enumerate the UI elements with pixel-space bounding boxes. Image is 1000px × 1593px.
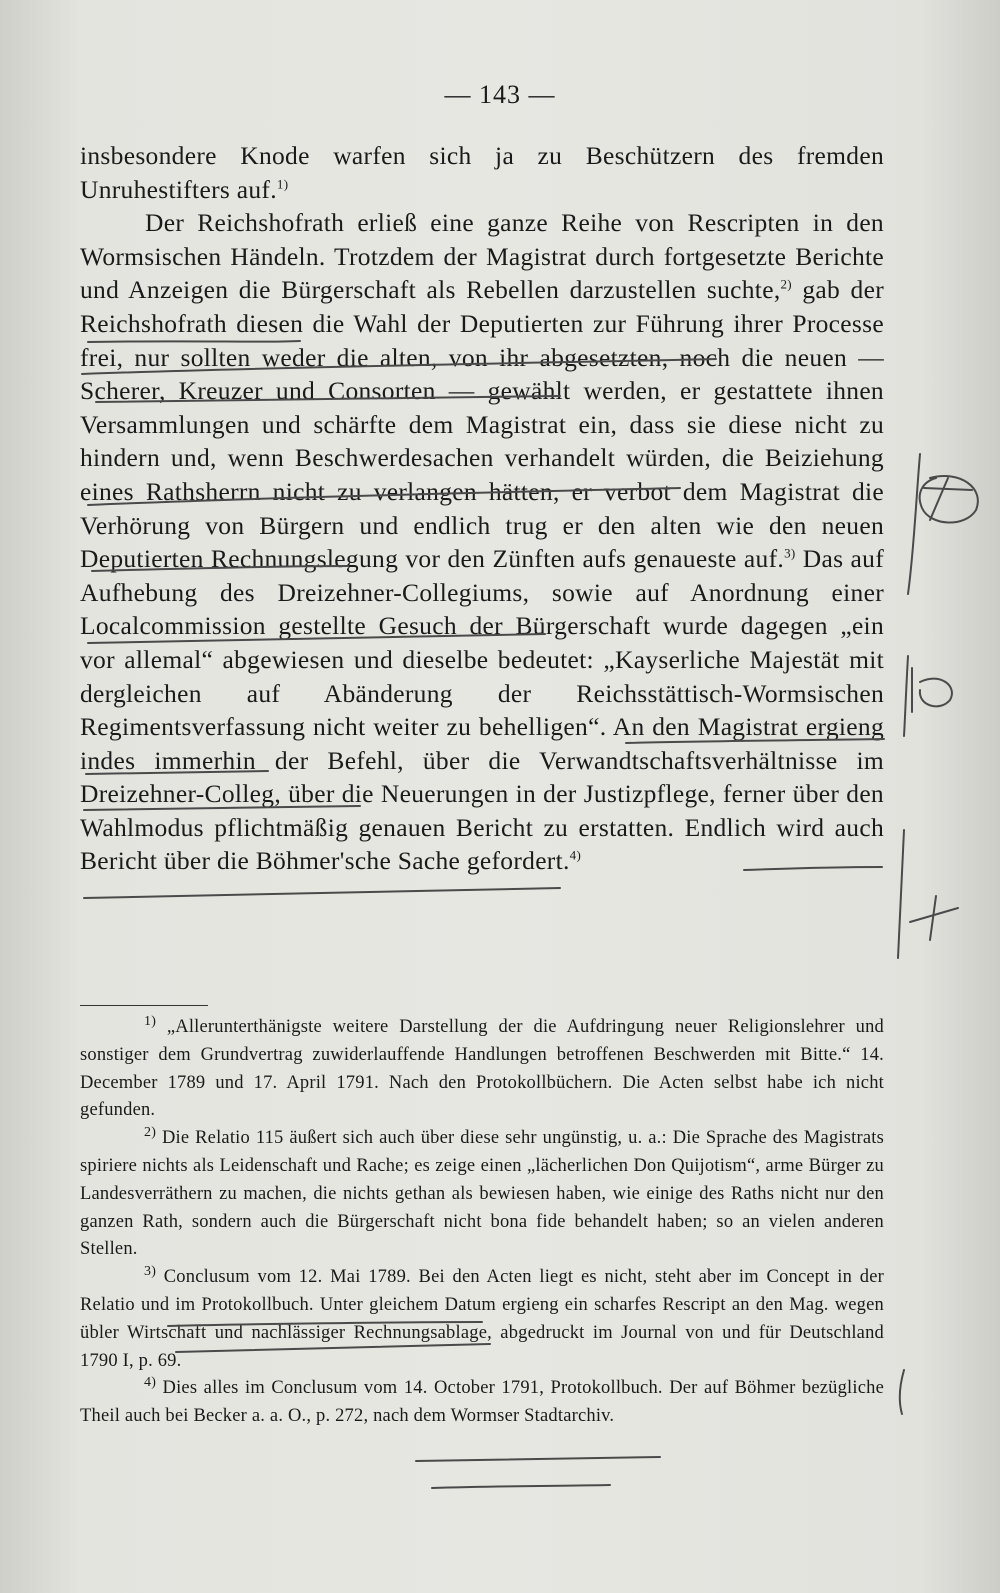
paragraph-2-text-a: Der Reichshofrath erließ eine ganze Reihe von Rescripten in den Wormsischen Händeln. Trotzdem der Magistrat durch fortgesetzte Berichte und Anzeigen die Bürgerschaft als Rebellen darzustellen suchte, — [80, 208, 884, 305]
footnote-ref-3: 3) — [784, 545, 796, 561]
footnote-2-number: 2) — [144, 1125, 157, 1141]
paragraph-2-text-c: Das auf Aufhebung des Dreizehner-Collegiums, sowie auf Anordnung einer Localcommission gestellte Gesuch der Bürgerschaft wurde dagegen „ein vor allemal“ abgewiesen und dieselbe bedeutet: „Kayserliche Majestät mit dergleichen auf Abänderung der Reichsstättisch-Wormsischen Regimentsverfassung nicht weiter zu behelligen“. An den Magistrat ergieng indes immerhin der Befehl, über die Verwandtschaftsverhältnisse im Dreizehner-Colleg, über die Neuerungen in der Justizpflege, ferner über den Wahlmodus pflichtmäßig genauen Bericht zu erstatten. Endlich wird auch Bericht über die Böhmer'sche Sache gefordert. — [80, 544, 884, 876]
paragraph-1-text: insbesondere Knode warfen sich ja zu Beschützern des fremden Unruhestifters auf. — [80, 141, 884, 204]
page-number: — 143 — — [444, 80, 556, 109]
main-text — [80, 139, 884, 878]
paragraph-2-text-b: gab der Reichshofrath diesen die Wahl der Deputierten zur Führung ihrer Processe frei, nur sollten weder die alten, von ihr abgesetzten, noch die neuen — Scherer, Kreuzer und Consorten — gewählt werden, er gestattete ihnen Versammlungen und schärfte dem Magistrat ein, dass sie diese nicht zu hindern und, wenn Beschwerdesachen verhandelt würden, die Beiziehung eines Rathsherrn nicht zu verlangen hätten, er verbot dem Magistrat die Verhörung von Bürgern und endlich trug er den alten wie den neuen Deputierten Rechnungslegung vor den Zünften aufs genaueste auf. — [80, 275, 884, 574]
footnote-separator — [80, 1005, 208, 1006]
pencil-bracket-2 — [904, 656, 908, 736]
footnote-2-text: Die Relatio 115 äußert sich auch über diese sehr ungünstig, u. a.: Die Sprache des Magistrats spiriere nichts als Leidenschaft und Rache; es zeige einen „lächerlichen Don Quijotism“, arme Bürger zu Landesverräthern zu machen, die nichts gethan als bewiesen haben, wie einige des Raths nicht nur den ganzen Rath, sondern auch die Bürgerschaft nicht bona fide behandelt haben; so an vielen anderen Stellen. — [80, 1128, 884, 1260]
footnote-4 — [80, 1375, 884, 1431]
footnote-4-text: Dies alles im Conclusum vom 14. October 1791, Protokollbuch. Der auf Böhmer bezügliche Theil auch bei Becker a. a. O., p. 272, nach dem Wormser Stadtarchiv. — [80, 1378, 884, 1427]
pencil-underline-fn-3 — [416, 1457, 660, 1461]
footnote-1-text: „Allerunterthänigste weitere Darstellung der die Aufdringung neuer Religionslehrer und sonstiger dem Grundvertrag zuwiderlauffende Handlungen betroffenen Beschwerden mit Bitte.“ 14. December 1789 und 17. April 1791. Nach den Protokollbüchern. Die Acten selbst habe ich nicht gefunden. — [80, 1017, 885, 1121]
pencil-cross-mark-1 — [924, 478, 972, 520]
footnote-ref-1: 1) — [276, 176, 289, 192]
pencil-bracket-1 — [908, 454, 920, 594]
pencil-circle-mark-1 — [920, 476, 978, 522]
footnote-ref-4: 4) — [569, 847, 582, 863]
paragraph-1 — [80, 139, 884, 206]
footnote-1-number: 1) — [144, 1013, 157, 1029]
footnote-3-number: 3) — [144, 1264, 157, 1280]
pencil-underline-11 — [84, 888, 560, 898]
footnote-3-text: Conclusum vom 12. Mai 1789. Bei den Acten liegt es nicht, steht aber im Concept in der Relatio und im Protokollbuch. Unter gleichem Datum ergieng ein scharfes Rescript an den Mag. wegen übler Wirtschaft und nachlässiger Rechnungsablage, abgedruckt im Journal von und für Deutschland 1790 I, p. 69. — [80, 1267, 884, 1371]
pencil-bracket-3 — [898, 830, 904, 958]
footnote-1 — [80, 1014, 884, 1125]
paragraph-2 — [80, 206, 884, 878]
footnote-ref-2: 2) — [780, 276, 792, 292]
pencil-bracket-fn — [900, 1370, 904, 1414]
footnote-3 — [80, 1264, 884, 1375]
pencil-underline-fn-4 — [432, 1485, 610, 1488]
footnotes — [80, 1014, 884, 1431]
footnote-4-number: 4) — [144, 1375, 157, 1391]
footnote-2 — [80, 1125, 884, 1264]
pencil-circle-mark-2 — [920, 679, 952, 707]
pencil-cross-mark-3 — [910, 896, 958, 940]
